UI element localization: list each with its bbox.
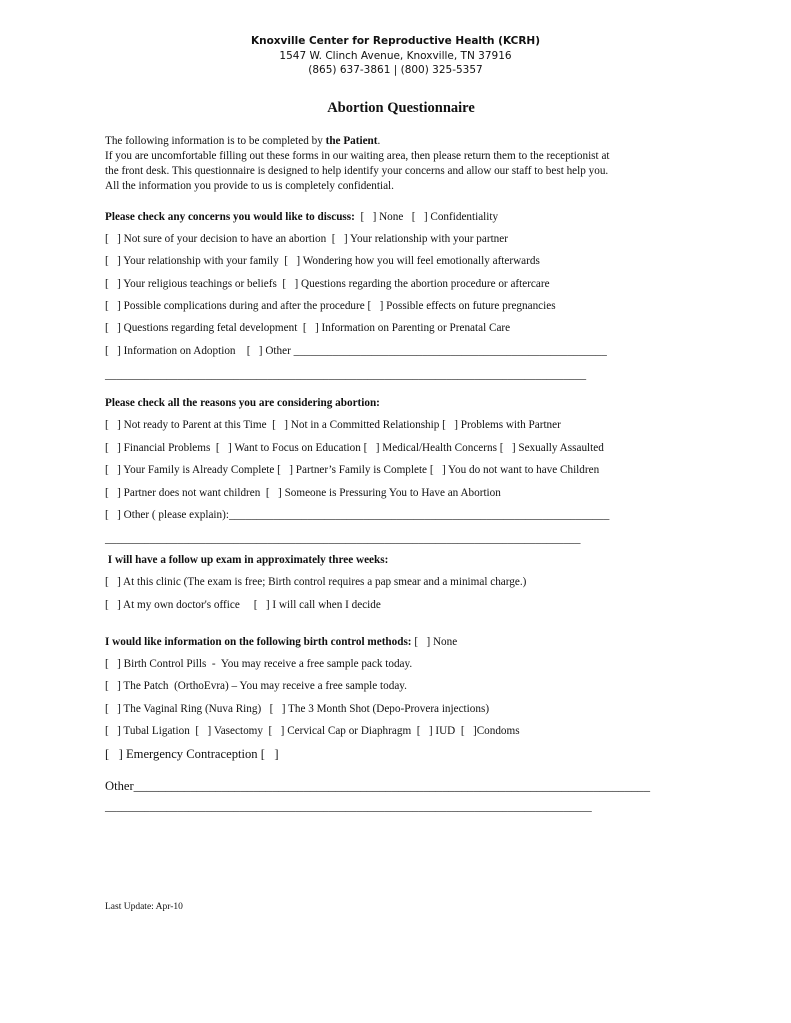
page-title: Abortion Questionnaire [327, 100, 475, 116]
birth-control-other-line[interactable]: Other__________________________________________________________________________________ [105, 779, 651, 793]
concern-line[interactable]: [ ] Not sure of your decision to have an abortion [ ] Your relationship with your partner [105, 233, 508, 245]
reason-line[interactable]: [ ] Your Family is Already Complete [ ] Partner’s Family is Complete [ ] You do not want to have Children [105, 464, 600, 476]
concerns-heading-options[interactable]: [ ] None [ ] Confidentiality [354, 211, 499, 223]
reason-other-line[interactable]: [ ] Other ( please explain):____________________________________________________________________ [105, 509, 610, 521]
intro-line-3: the front desk. This questionnaire is designed to help identify your concerns and allow our staff to best help you. [105, 165, 609, 177]
birth-control-line[interactable]: [ ] Tubal Ligation [ ] Vasectomy [ ] Cervical Cap or Diaphragm [ ] IUD [ ]Condoms [105, 725, 520, 737]
org-name: Knoxville Center for Reproductive Health (KCRH) [250, 35, 541, 47]
intro-line-1-bold: the Patient [325, 135, 378, 147]
followup-heading: I will have a follow up exam in approximately three weeks: [105, 554, 389, 566]
intro-line-2: If you are uncomfortable filling out these forms in our waiting area, then please return them to the receptionist at [105, 150, 610, 162]
intro-line-1 [105, 134, 695, 149]
intro-line-4: All the information you provide to us is completely confidential. [105, 180, 394, 192]
reason-line[interactable]: [ ] Not ready to Parent at this Time [ ] Not in a Committed Relationship [ ] Problems with Partner [105, 419, 561, 431]
reason-line[interactable]: [ ] Partner does not want children [ ] Someone is Pressuring You to Have an Abortion [105, 487, 501, 499]
birth-control-none-option[interactable]: [ ] None [411, 636, 458, 648]
followup-line[interactable]: [ ] At my own doctor's office [ ] I will call when I decide [105, 599, 381, 611]
concern-line[interactable]: [ ] Your religious teachings or beliefs [ ] Questions regarding the abortion procedure or aftercare [105, 278, 550, 290]
concern-line[interactable]: [ ] Possible complications during and after the procedure [ ] Possible effects on future pregnancies [105, 300, 556, 312]
followup-line[interactable]: [ ] At this clinic (The exam is free; Birth control requires a pap smear and a minimal charge.) [105, 576, 527, 588]
intro-line-1-prefix: The following information is to be completed by [105, 135, 326, 147]
birth-control-heading: I would like information on the following birth control methods: [105, 636, 412, 648]
birth-control-line[interactable]: [ ] The Vaginal Ring (Nuva Ring) [ ] The 3 Month Shot (Depo-Provera injections) [105, 703, 490, 715]
birth-control-line[interactable]: [ ] The Patch (OrthoEvra) – You may receive a free sample today. [105, 680, 407, 692]
emergency-contraception-line[interactable]: [ ] Emergency Contraception [ ] [105, 747, 279, 761]
reasons-heading: Please check all the reasons you are considering abortion: [105, 397, 380, 409]
concern-line[interactable]: [ ] Questions regarding fetal development [ ] Information on Parenting or Prenatal Care [105, 322, 511, 334]
birth-control-blank-line[interactable]: _______________________________________________________________________________________ [105, 801, 592, 813]
intro-paragraph [105, 134, 695, 194]
reason-blank-line[interactable]: _____________________________________________________________________________________ [105, 533, 581, 545]
concern-other-line[interactable]: [ ] Information on Adoption [ ] Other ________________________________________________________ [105, 345, 607, 357]
org-phone: (865) 637-3861 | (800) 325-5357 [308, 64, 483, 76]
last-update-footer: Last Update: Apr-10 [105, 902, 183, 912]
birth-control-line[interactable]: [ ] Birth Control Pills - You may receive a free sample pack today. [105, 658, 413, 670]
intro-line-1-suffix: . [377, 135, 381, 147]
concerns-heading-line [105, 210, 498, 225]
concern-line[interactable]: [ ] Your relationship with your family [ ] Wondering how you will feel emotionally afterwards [105, 255, 540, 267]
concern-blank-line[interactable]: ______________________________________________________________________________________ [105, 369, 587, 381]
birth-control-heading-line [105, 635, 457, 650]
org-address: 1547 W. Clinch Avenue, Knoxville, TN 37916 [279, 50, 512, 62]
reason-line[interactable]: [ ] Financial Problems [ ] Want to Focus on Education [ ] Medical/Health Concerns [ ] Sexually Assaulted [105, 442, 604, 454]
concerns-heading: Please check any concerns you would like to discuss: [105, 211, 355, 223]
